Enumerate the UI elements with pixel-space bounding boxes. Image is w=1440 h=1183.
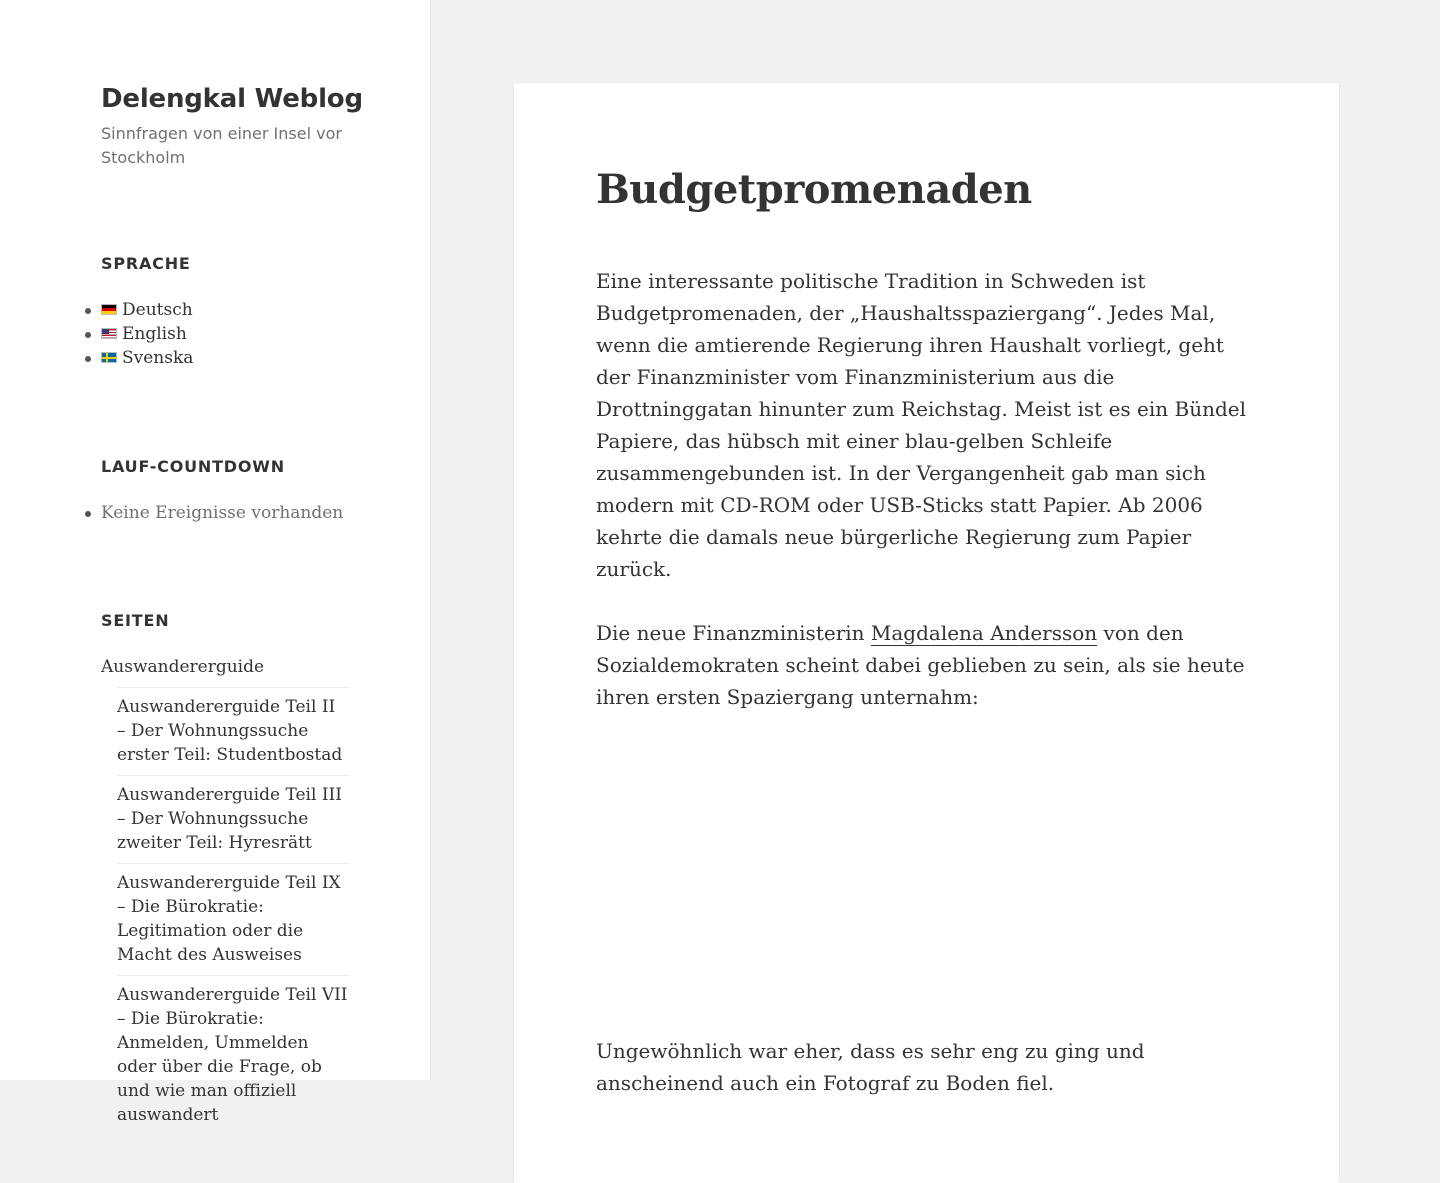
site-description: Sinnfragen von einer Insel vor Stockholm xyxy=(101,124,342,167)
pages-widget xyxy=(101,611,349,1135)
post-paragraph-3: Ungewöhnlich war eher, dass es sehr eng zu ging und anscheinend auch ein Fotograf zu Boden fiel. xyxy=(596,1039,1145,1095)
language-item-svenska[interactable] xyxy=(101,346,349,370)
sidebar-inner xyxy=(101,80,363,1125)
paragraph-2-text-after: von den Sozialdemokraten scheint dabei geblieben zu sein, als sie heute ihren ersten Spaziergang unternahm: xyxy=(596,621,1245,709)
video-embed-placeholder xyxy=(596,713,1261,1035)
post-paragraph-1: Eine interessante politische Tradition in Schweden ist Budgetpromenaden, der „Haushaltsspaziergang“. Jedes Mal, wenn die amtierende Regierung ihren Haushalt vorliegt, geht der Finanzminister vom Finanzministerium aus die Drottninggatan hinunter zum Reichstag. Meist ist es ein Bündel Papiere, das hübsch mit einer blau-gelben Schleife zusammengebunden ist. In der Vergangenheit gab man sich modern mit CD-ROM oder USB-Sticks statt Papier. Ab 2006 kehrte die damals neue bürgerliche Regierung zum Papier zurück. xyxy=(596,269,1247,581)
language-item-deutsch[interactable] xyxy=(101,298,349,322)
magdalena-andersson-link[interactable]: Magdalena Andersson xyxy=(870,621,1098,645)
post-paragraph-2 xyxy=(596,617,1261,713)
language-list xyxy=(101,298,349,370)
page-link-auswandererguide[interactable]: Auswandererguide xyxy=(101,657,265,677)
swedish-flag-icon xyxy=(101,352,117,363)
subpage-link-teil-ii[interactable]: Auswandererguide Teil II – Der Wohnungssuche erster Teil: Studentbostad xyxy=(117,697,343,765)
page-item-auswandererguide xyxy=(101,655,349,1135)
post-title: Budgetpromenaden xyxy=(596,166,1032,213)
subpage-item xyxy=(117,687,349,775)
subpage-item xyxy=(117,863,349,975)
language-link-svenska[interactable]: Svenska xyxy=(122,348,194,368)
paragraph-2-text-before: Die neue Finanzministerin xyxy=(596,621,871,645)
pages-widget-title: SEITEN xyxy=(101,611,170,630)
subpages-list xyxy=(117,687,349,1135)
site-title[interactable]: Delengkal Weblog xyxy=(101,84,363,114)
post-card xyxy=(514,83,1339,1183)
language-link-deutsch[interactable]: Deutsch xyxy=(122,300,193,320)
countdown-list xyxy=(101,501,349,525)
language-widget-title: SPRACHE xyxy=(101,254,191,273)
language-link-english[interactable]: English xyxy=(122,324,187,344)
countdown-item: Keine Ereignisse vorhanden xyxy=(101,501,349,525)
us-flag-icon xyxy=(101,328,117,339)
language-item-english[interactable] xyxy=(101,322,349,346)
german-flag-icon xyxy=(101,304,117,315)
pages-list xyxy=(101,655,349,1135)
subpage-item xyxy=(117,775,349,863)
language-widget xyxy=(101,254,349,370)
subpage-link-teil-iii[interactable]: Auswandererguide Teil III – Der Wohnungssuche zweiter Teil: Hyresrätt xyxy=(117,785,342,853)
post-article xyxy=(596,165,1261,1099)
subpage-link-teil-ix[interactable]: Auswandererguide Teil IX – Die Bürokratie: Legitimation oder die Macht des Ausweises xyxy=(117,873,341,965)
countdown-widget-title: LAUF-COUNTDOWN xyxy=(101,457,285,476)
sidebar xyxy=(0,0,431,1125)
subpage-link-teil-vii[interactable]: Auswandererguide Teil VII – Die Bürokratie: Anmelden, Ummelden oder über die Frage, ob und wie man offiziell auswandert xyxy=(117,985,348,1125)
subpage-item xyxy=(117,975,349,1135)
countdown-widget xyxy=(101,457,349,525)
post-content xyxy=(596,265,1261,1099)
